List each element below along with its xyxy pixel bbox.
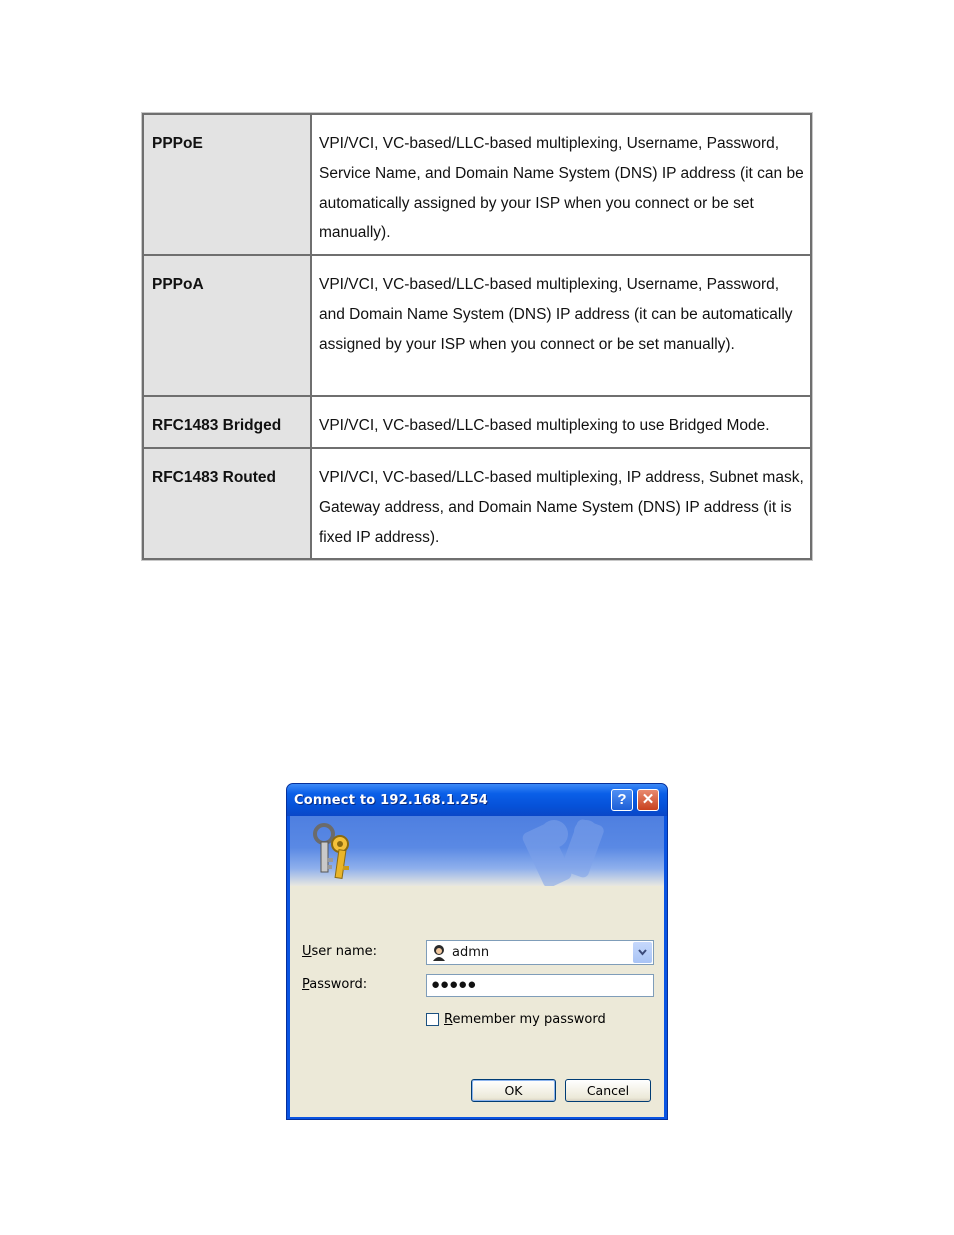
close-button[interactable] [637,789,659,811]
password-value: ●●●●● [431,976,477,993]
remember-accel: R [444,1012,453,1027]
user-name-accel: U [302,944,312,959]
password-label [302,977,367,992]
remember-label-text: emember my password [452,1012,606,1027]
user-name-label [302,944,377,959]
table-row [143,255,811,396]
table-row [143,114,811,255]
help-icon: ? [617,791,627,808]
keys-icon [310,822,354,882]
cancel-button[interactable]: Cancel [565,1079,651,1102]
dialog-titlebar[interactable] [287,784,667,816]
table-row [143,448,811,559]
login-dialog [286,783,668,1120]
connection-types-table [142,113,812,560]
connection-type-name: PPPoA [143,255,311,396]
dialog-body [290,816,664,1117]
help-button[interactable] [611,789,633,811]
close-icon: ✕ [641,791,655,808]
user-icon [431,944,447,961]
password-label-text: assword: [309,977,368,992]
connection-type-description: VPI/VCI, VC-based/LLC-based multiplexing to use Bridged Mode. [311,396,811,448]
chevron-down-icon [638,949,647,956]
remember-password-label[interactable] [444,1012,606,1027]
connection-type-name: PPPoE [143,114,311,255]
connection-type-description: VPI/VCI, VC-based/LLC-based multiplexing, IP address, Subnet mask, Gateway address, and Domain Name System (DNS) IP address (it is fixed IP address). [311,448,811,559]
user-name-label-text: ser name: [311,944,378,959]
connection-type-name: RFC1483 Routed [143,448,311,559]
ok-button[interactable]: OK [471,1079,556,1102]
password-accel: P [302,977,310,992]
connection-type-description: VPI/VCI, VC-based/LLC-based multiplexing, Username, Password, Service Name, and Domain Name System (DNS) IP address (it can be automatically assigned by your ISP when you connect or be set manually). [311,114,811,255]
dialog-banner [290,816,664,886]
user-name-dropdown-button[interactable] [633,942,652,963]
table-row [143,396,811,448]
connection-type-description: VPI/VCI, VC-based/LLC-based multiplexing, Username, Password, and Domain Name System (DNS) IP address (it can be automatically assigned by your ISP when you connect or be set manually). [311,255,811,396]
user-name-combobox[interactable] [426,940,654,965]
remember-password-checkbox[interactable] [426,1013,439,1026]
banner-keys-watermark-icon [514,816,624,886]
connection-type-name: RFC1483 Bridged [143,396,311,448]
dialog-title: Connect to 192.168.1.254 [294,793,488,808]
password-input[interactable] [426,974,654,997]
user-name-value: admn [452,945,490,960]
